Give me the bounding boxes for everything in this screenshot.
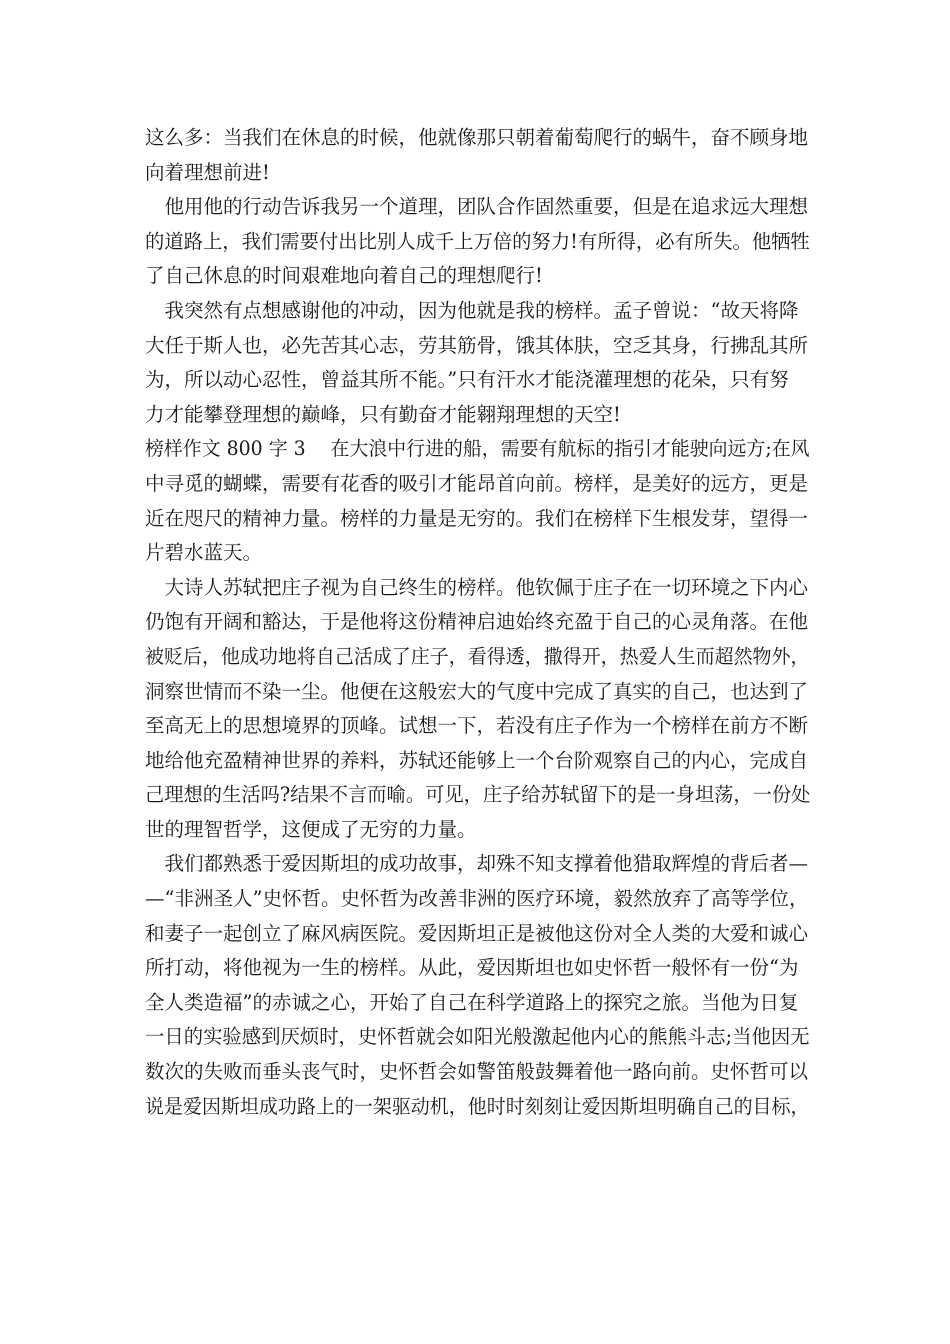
text-line: 大任于斯人也，必先苦其心志，劳其筋骨，饿其体肤，空乏其身，行拂乱其所 — [145, 333, 809, 357]
text-line: 说是爱因斯坦成功路上的一架驱动机，他时时刻刻让爱因斯坦明确自己的目标， — [145, 1094, 810, 1118]
text-line: 全人类造福”的赤诚之心，开始了自己在科学道路上的探究之旅。当他为日复 — [145, 990, 799, 1014]
text-line: 至高无上的思想境界的顶峰。试想一下，若没有庄子作为一个榜样在前方不断 — [145, 714, 809, 738]
text-line: 我突然有点想感谢他的冲动，因为他就是我的榜样。孟子曾说：“故天将降 — [145, 298, 799, 322]
text-line: 片碧水蓝天。 — [145, 541, 263, 565]
text-line: 洞察世情而不染一尘。他便在这般宏大的气度中完成了真实的自己，也达到了 — [145, 679, 809, 703]
text-line: 了自己休息的时间艰难地向着自己的理想爬行! — [145, 264, 543, 288]
text-line: 地给他充盈精神世界的养料，苏轼还能够上一个台阶观察自己的内心，完成自 — [145, 748, 809, 772]
text-line: 力才能攀登理想的巅峰，只有勤奋才能翱翔理想的天空! — [145, 402, 621, 426]
text-line: 这么多：当我们在休息的时候，他就像那只朝着葡萄爬行的蜗牛，奋不顾身地 — [145, 126, 809, 149]
text-line: 和妻子一起创立了麻风病医院。爱因斯坦正是被他这份对全人类的大爱和诚心 — [145, 921, 809, 945]
text-line: 中寻觅的蝴蝶，需要有花香的吸引才能昂首向前。榜样，是美好的远方，更是 — [145, 471, 809, 495]
text-line: —“非洲圣人”史怀哲。史怀哲为改善非洲的医疗环境，毅然放弃了高等学位， — [145, 887, 809, 911]
text-line: 世的理智哲学，这便成了无穷的力量。 — [145, 817, 477, 841]
text-line: 向着理想前进! — [145, 160, 270, 184]
text-line: 一日的实验感到厌烦时，史怀哲就会如阳光般激起他内心的熊熊斗志;当他因无 — [145, 1025, 810, 1049]
text-line: 大诗人苏轼把庄子视为自己终生的榜样。他钦佩于庄子在一切环境之下内心 — [145, 575, 809, 599]
text-line: 为，所以动心忍性，曾益其所不能。”只有汗水才能浇灌理想的花朵，只有努 — [145, 368, 789, 392]
text-line: 数次的失败而垂头丧气时，史怀哲会如警笛般鼓舞着他一路向前。史怀哲可以 — [145, 1060, 809, 1084]
text-line: 仍饱有开阔和豁达，于是他将这份精神启迪始终充盈于自己的心灵角落。在他 — [145, 610, 809, 634]
text-line: 近在咫尺的精神力量。榜样的力量是无穷的。我们在榜样下生根发芽，望得一 — [145, 506, 809, 530]
text-line: 我们都熟悉于爱因斯坦的成功故事，却殊不知支撑着他猎取辉煌的背后者— — [145, 852, 809, 876]
text-line: 被贬后，他成功地将自己活成了庄子，看得透，撒得开，热爱人生而超然物外， — [145, 644, 810, 668]
essay-body — [145, 121, 810, 1124]
text-line: 所打动，将他视为一生的榜样。从此，爱因斯坦也如史怀哲一般怀有一份“为 — [145, 956, 799, 980]
text-line: 己理想的生活吗?结果不言而喻。可见，庄子给苏轼留下的是一身坦荡，一份处 — [145, 783, 811, 807]
text-line: 的道路上，我们需要付出比别人成千上万倍的努力!有所得，必有所失。他牺牲 — [145, 229, 810, 253]
text-line: 他用他的行动告诉我另一个道理，团队合作固然重要，但是在追求远大理想 — [145, 195, 809, 219]
text-line: 榜样作文 800 字 3 在大浪中行进的船，需要有航标的指引才能驶向远方;在风 — [145, 437, 810, 461]
